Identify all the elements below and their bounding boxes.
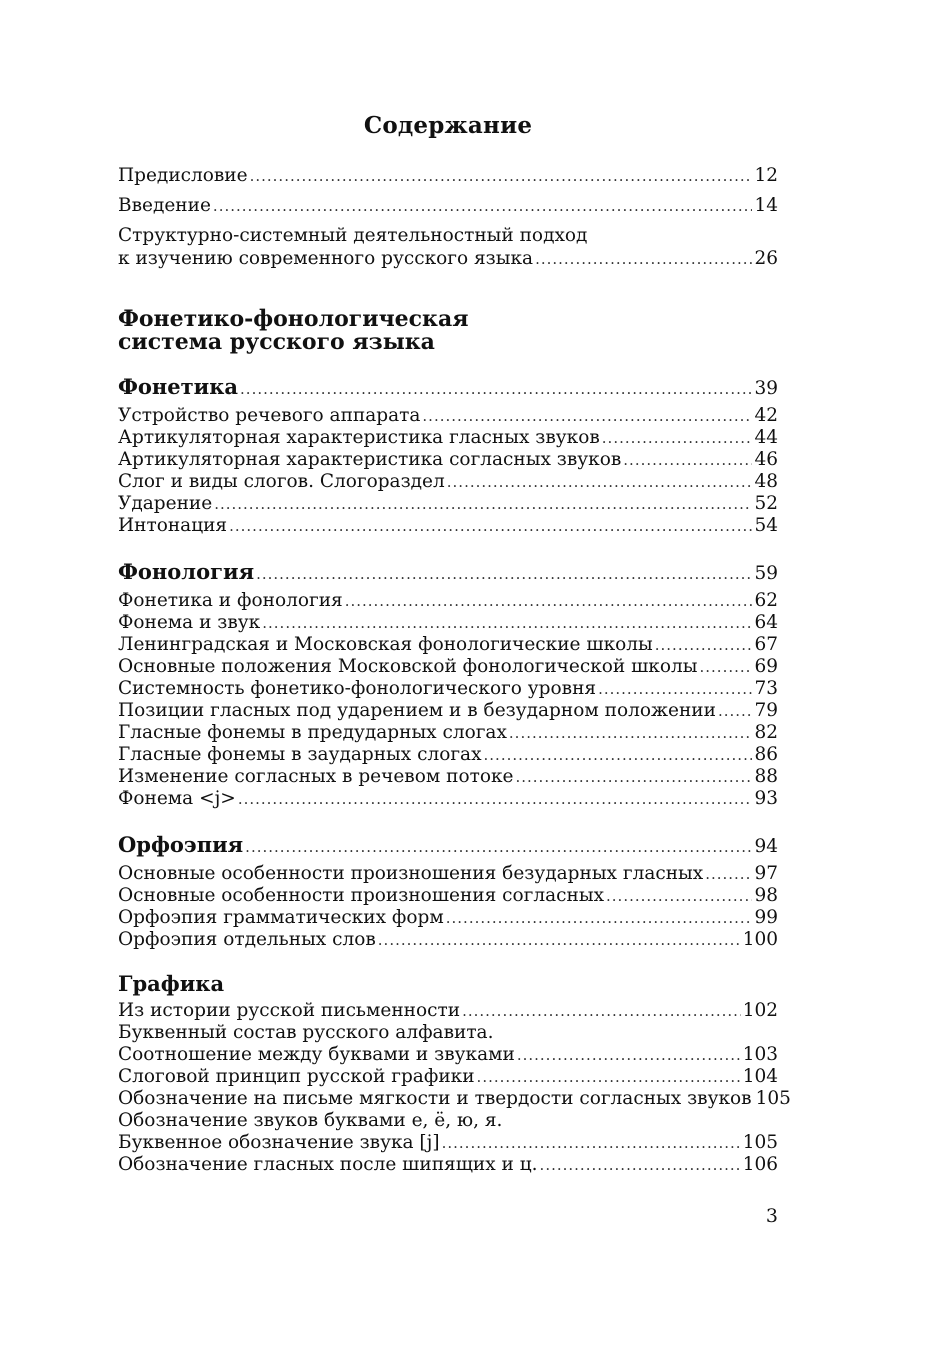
toc-entry[interactable]: Фонема и звук ..... 64 (118, 612, 778, 634)
toc-entry[interactable]: Ударение ..... 52 (118, 493, 778, 515)
section-heading[interactable]: Орфоэпия ..... 94 (118, 832, 778, 860)
toc-entry[interactable]: Орфоэпия отдельных слов ..... 100 (118, 929, 778, 951)
page-number: 3 (765, 1205, 778, 1227)
toc-entry[interactable]: Фонетика и фонология ..... 62 (118, 590, 778, 612)
toc-entry[interactable] (118, 248, 778, 270)
toc-entry[interactable]: Обозначение гласных после шипящих и ц. ..... 106 (118, 1154, 778, 1176)
section-heading[interactable]: Фонология ..... 59 (118, 559, 778, 587)
dot-leader (245, 832, 752, 860)
toc-section-orthoepy (118, 832, 778, 951)
toc-entry[interactable]: Интонация ..... 54 (118, 515, 778, 537)
toc-entry[interactable]: Фонема <j> ..... 93 (118, 788, 778, 810)
toc-entry[interactable]: Основные положения Московской фонологической школы ..... 69 (118, 656, 778, 678)
toc-entry[interactable]: Гласные фонемы в предударных слогах ..... 82 (118, 722, 778, 744)
toc-entry-text: к изучению современного русского языка (118, 248, 534, 269)
toc-entry[interactable]: Позиции гласных под ударением и в безударном положении ..... 79 (118, 700, 778, 722)
toc-entry-page: 14 (754, 195, 778, 216)
toc-entry[interactable]: Артикуляторная характеристика гласных звуков ..... 44 (118, 427, 778, 449)
toc-entry[interactable]: Буквенное обозначение звука [j] ..... 105 (118, 1132, 778, 1154)
toc-entry[interactable]: Изменение согласных в речевом потоке ..... 88 (118, 766, 778, 788)
toc-entry-text: Введение (118, 195, 211, 216)
page-title: Содержание (363, 112, 533, 139)
toc-section-phonology (118, 559, 778, 810)
part-title: Фонетико-фонологическая система русского языка (118, 306, 469, 355)
toc-entry-page: 26 (754, 248, 778, 269)
toc-entry-text: Предисловие (118, 165, 248, 186)
toc-entry[interactable]: Артикуляторная характеристика согласных звуков ..... 46 (118, 449, 778, 471)
toc-entry[interactable]: Обозначение на письме мягкости и твердости согласных звуков 105 (118, 1088, 791, 1109)
dot-leader (213, 195, 753, 217)
dot-leader (240, 374, 752, 402)
toc-entry[interactable]: Слог и виды слогов. Слогораздел ..... 48 (118, 471, 778, 493)
toc-entry[interactable]: Гласные фонемы в заударных слогах ..... 86 (118, 744, 778, 766)
toc-entry[interactable]: Устройство речевого аппарата ..... 42 (118, 405, 778, 427)
section-heading[interactable]: Фонетика ..... 39 (118, 374, 778, 402)
toc-entry[interactable]: Орфоэпия грамматических форм ..... 99 (118, 907, 778, 929)
toc-entry[interactable]: Основные особенности произношения согласных ..... 98 (118, 885, 778, 907)
toc-entry-line1: Структурно-системный деятельностный подход (118, 225, 588, 246)
toc-entry[interactable]: Ленинградская и Московская фонологические школы ..... 67 (118, 634, 778, 656)
dot-leader (256, 559, 752, 587)
toc-entry[interactable]: Основные особенности произношения безударных гласных ..... 97 (118, 863, 778, 885)
toc-entry[interactable]: Слоговой принцип русской графики ..... 104 (118, 1066, 778, 1088)
toc-entry-line1: Буквенный состав русского алфавита. (118, 1022, 494, 1043)
toc-entry-line1: Обозначение звуков буквами е, ё, ю, я. (118, 1110, 503, 1131)
toc-entry-page: 12 (754, 165, 778, 186)
section-heading[interactable]: Графика (118, 971, 225, 996)
toc-entry[interactable]: Соотношение между буквами и звуками ..... 103 (118, 1044, 778, 1066)
toc-section-graphics (118, 971, 791, 1176)
toc-section-phonetics (118, 374, 778, 537)
dot-leader (535, 248, 752, 270)
dot-leader (250, 165, 753, 187)
toc-entry[interactable] (118, 165, 778, 195)
toc-entry[interactable] (118, 195, 778, 225)
toc-entry[interactable]: Из истории русской письменности ..... 102 (118, 1000, 778, 1022)
toc-intro (118, 165, 778, 270)
toc-entry[interactable]: Системность фонетико-фонологического уровня ..... 73 (118, 678, 778, 700)
